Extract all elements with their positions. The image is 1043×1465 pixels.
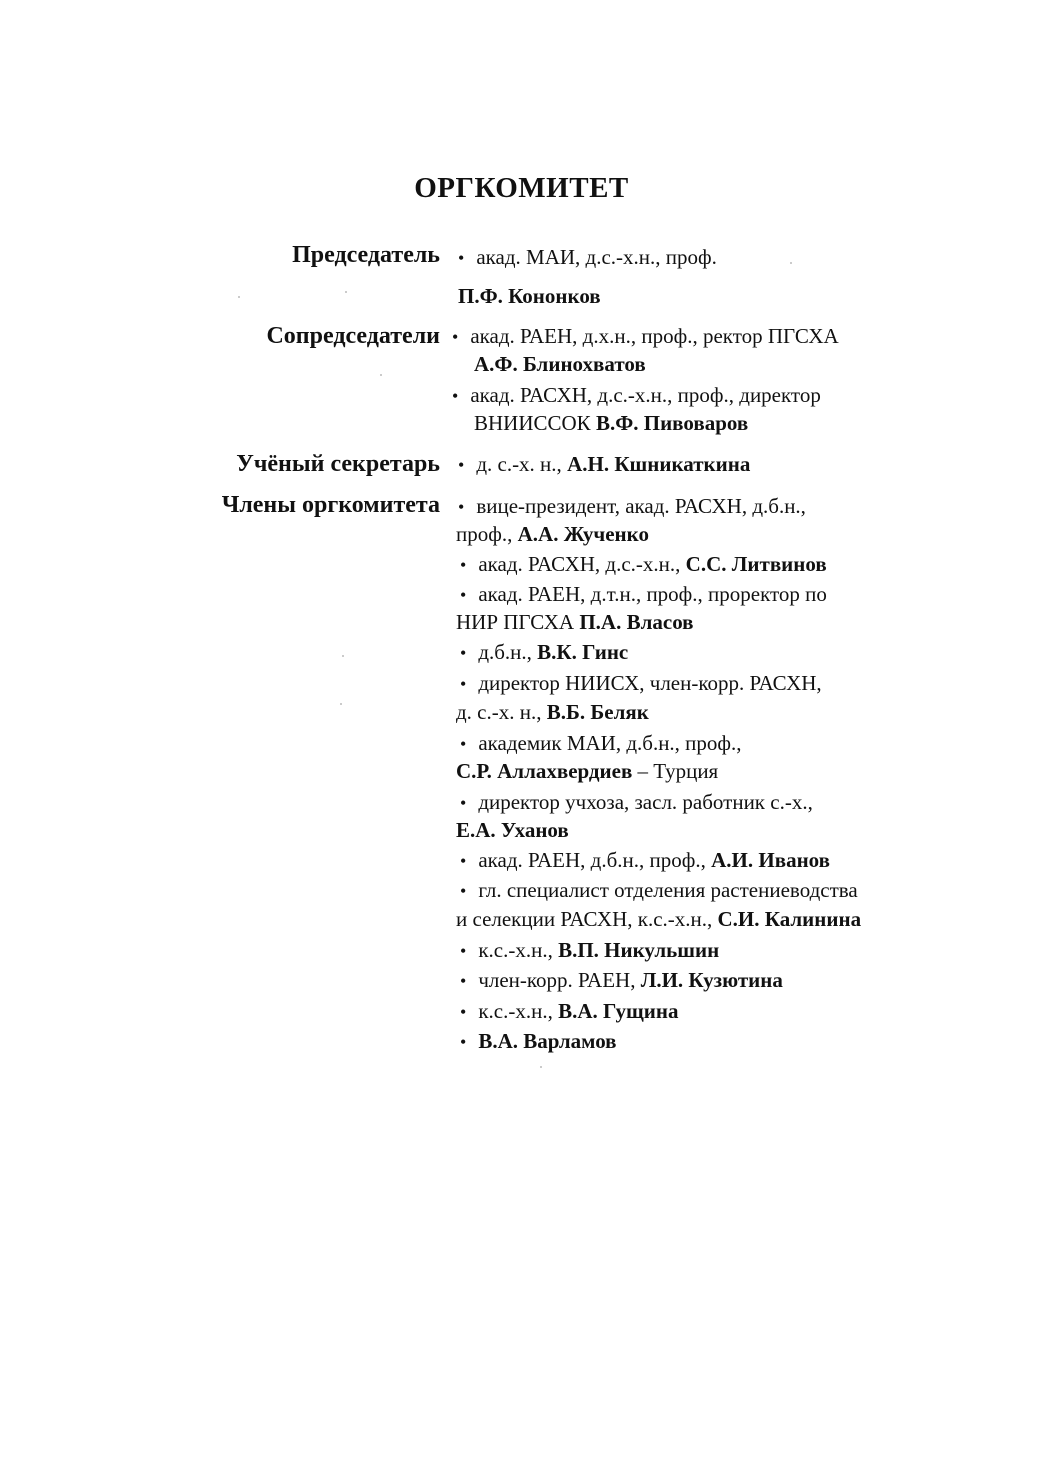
cochair-1-desc-line: [452, 322, 839, 351]
bullet-icon: •: [460, 734, 467, 754]
member-4-line: [460, 638, 628, 667]
member-3-name: П.А. Власов: [579, 610, 694, 634]
role-members: Члены оргкомитета: [221, 492, 440, 518]
cochair-2-desc-line: [452, 381, 821, 410]
member-1-desc: вице-президент, акад. РАСХН, д.б.н.,: [476, 494, 806, 518]
cochair-2-line2: [474, 409, 748, 437]
bullet-icon: •: [458, 248, 465, 268]
member-8-desc: акад. РАЕН, д.б.н., проф.,: [478, 848, 706, 872]
bullet-icon: •: [460, 585, 467, 605]
member-11-desc: член-корр. РАЕН,: [478, 968, 636, 992]
scan-speck: [345, 291, 347, 293]
member-4-desc: д.б.н.,: [478, 640, 532, 664]
scan-speck: [790, 262, 792, 264]
bullet-icon: •: [460, 941, 467, 961]
member-7-name: Е.А. Уханов: [456, 818, 569, 842]
member-1-desc2: проф.,: [456, 522, 513, 546]
member-3-desc: акад. РАЕН, д.т.н., проф., проректор по: [478, 582, 827, 606]
member-3-desc-line: [460, 580, 827, 609]
member-6-suffix: – Турция: [637, 759, 719, 783]
member-8-line: [460, 846, 830, 875]
bullet-icon: •: [460, 674, 467, 694]
member-9-name: С.И. Калинина: [717, 907, 862, 931]
member-9-line2: [456, 905, 861, 933]
bullet-icon: •: [460, 643, 467, 663]
scan-speck: [540, 1066, 542, 1068]
bullet-icon: •: [452, 327, 459, 347]
member-9-desc-line: [460, 876, 858, 905]
member-1-line2: [456, 520, 649, 548]
member-6-desc: академик МАИ, д.б.н., проф.,: [478, 731, 742, 755]
member-11-line: [460, 966, 783, 995]
chair-desc-line: [458, 243, 717, 272]
member-5-line2: [456, 698, 649, 726]
scan-speck: [380, 374, 382, 376]
role-cochairs: Сопредседатели: [266, 323, 440, 349]
member-3-desc2: НИР ПГСХА: [456, 610, 575, 634]
member-6-name: С.Р. Аллахвердиев: [456, 759, 633, 783]
member-2-name: С.С. Литвинов: [685, 552, 827, 576]
member-8-name: А.И. Иванов: [711, 848, 830, 872]
bullet-icon: •: [458, 455, 465, 475]
bullet-icon: •: [460, 851, 467, 871]
role-secretary: Учёный секретарь: [236, 451, 440, 477]
bullet-icon: •: [460, 881, 467, 901]
bullet-icon: •: [452, 386, 459, 406]
member-1-desc-line: [458, 492, 806, 521]
bullet-icon: •: [460, 1032, 467, 1052]
member-10-name: В.П. Никульшин: [558, 938, 720, 962]
member-7-desc-line: [460, 788, 813, 817]
scan-speck: [340, 703, 342, 705]
chair-desc: акад. МАИ, д.с.-х.н., проф.: [476, 245, 717, 269]
member-6-desc-line: [460, 729, 742, 758]
member-10-line: [460, 936, 719, 965]
secretary-name: А.Н. Кшникаткина: [567, 452, 751, 476]
member-5-desc2: д. с.-х. н.,: [456, 700, 542, 724]
member-5-desc-line: [460, 669, 822, 698]
member-9-desc: гл. специалист отделения растениеводства: [478, 878, 858, 902]
member-4-name: В.К. Гинс: [537, 640, 629, 664]
member-5-desc: директор НИИСХ, член-корр. РАСХН,: [478, 671, 822, 695]
secretary-line: [458, 450, 750, 479]
cochair-2-desc: акад. РАСХН, д.с.-х.н., проф., директор: [470, 383, 821, 407]
cochair-1-name: А.Ф. Блинохватов: [474, 352, 646, 376]
member-12-line: [460, 997, 679, 1026]
member-5-name: В.Б. Беляк: [546, 700, 649, 724]
bullet-icon: •: [460, 971, 467, 991]
secretary-desc: д. с.-х. н.,: [476, 452, 562, 476]
cochair-2-desc2: ВНИИССОК: [474, 411, 591, 435]
member-1-name: А.А. Жученко: [517, 522, 649, 546]
member-12-desc: к.с.-х.н.,: [478, 999, 553, 1023]
member-2-line: [460, 550, 827, 579]
member-9-desc2: и селекции РАСХН, к.с.-х.н.,: [456, 907, 713, 931]
member-11-name: Л.И. Кузютина: [640, 968, 783, 992]
cochair-2-name: В.Ф. Пивоваров: [595, 411, 749, 435]
member-12-name: В.А. Гущина: [558, 999, 679, 1023]
member-6-line2: [456, 757, 718, 785]
member-10-desc: к.с.-х.н.,: [478, 938, 553, 962]
bullet-icon: •: [460, 793, 467, 813]
scan-speck: [238, 296, 240, 298]
member-7-desc: директор учхоза, засл. работник с.-х.,: [478, 790, 813, 814]
member-13-line: [460, 1027, 617, 1056]
bullet-icon: •: [460, 555, 467, 575]
page-title: ОРГКОМИТЕТ: [414, 172, 629, 204]
member-2-desc: акад. РАСХН, д.с.-х.н.,: [478, 552, 681, 576]
chair-name: П.Ф. Кононков: [458, 284, 601, 308]
bullet-icon: •: [458, 497, 465, 517]
scan-speck: [342, 655, 344, 657]
bullet-icon: •: [460, 1002, 467, 1022]
role-chair: Председатель: [292, 242, 440, 268]
member-3-line2: [456, 608, 694, 636]
member-13-name: В.А. Варламов: [478, 1029, 617, 1053]
cochair-1-desc: акад. РАЕН, д.х.н., проф., ректор ПГСХА: [470, 324, 839, 348]
